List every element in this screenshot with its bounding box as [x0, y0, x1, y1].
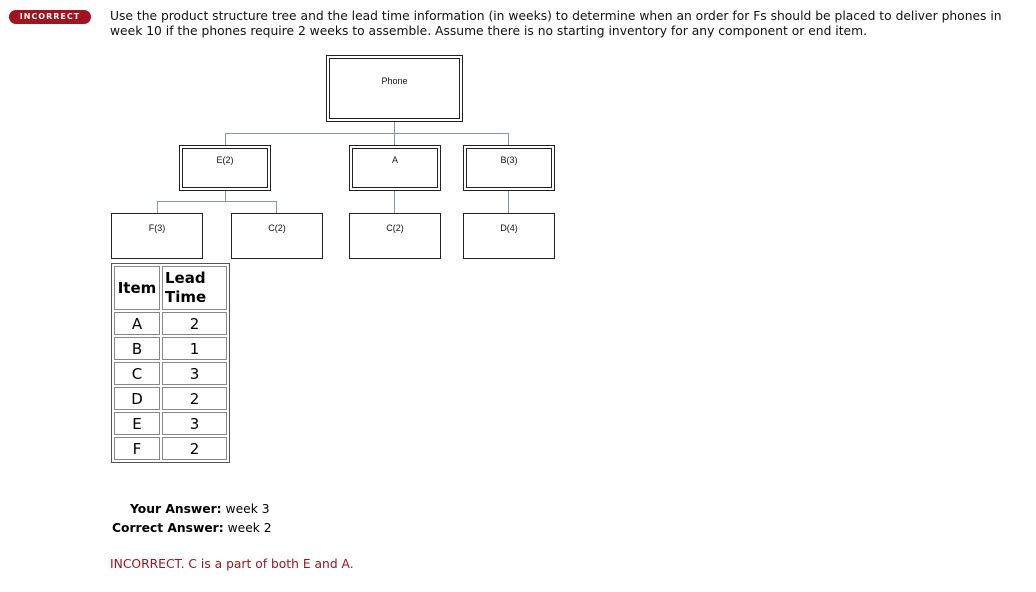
correct-answer [112, 519, 272, 538]
connector-root-down [394, 122, 395, 133]
cell-item: D [114, 387, 160, 410]
cell-item: C [114, 362, 160, 385]
connector-e-down [225, 190, 226, 201]
node-f-label: F(3) [148, 223, 166, 233]
connector-a-to-c [394, 190, 395, 213]
correct-answer-label: Correct Answer: [112, 521, 224, 535]
question-text: Use the product structure tree and the lead time information (in weeks) to determine when an order for Fs should be placed to deliver phones in week 10 if the phones require 2 weeks to assemble. Assume there is no starting inventory for any component or end item. [110, 9, 1002, 38]
cell-lead-time: 2 [162, 312, 227, 335]
node-b-label: B(3) [500, 155, 518, 165]
header-item: Item [114, 266, 160, 310]
node-f [111, 213, 203, 259]
node-c-under-e-label: C(2) [268, 223, 286, 233]
node-a-label: A [391, 155, 398, 165]
cell-lead-time: 3 [162, 412, 227, 435]
cell-item: E [114, 412, 160, 435]
cell-lead-time: 3 [162, 362, 227, 385]
connector-level1-bar [225, 133, 509, 134]
your-answer-value: week 3 [225, 502, 270, 516]
node-b [463, 145, 555, 191]
connector-to-c-under-e [276, 201, 277, 213]
table-row [114, 362, 227, 385]
node-phone [326, 55, 463, 122]
cell-lead-time: 2 [162, 387, 227, 410]
connector-to-f [157, 201, 158, 213]
table-row [114, 312, 227, 335]
your-answer [112, 500, 272, 519]
node-c-under-a [349, 213, 441, 259]
table-row [114, 412, 227, 435]
node-a [349, 145, 441, 191]
node-d-label: D(4) [500, 223, 518, 233]
connector-b-to-d [508, 190, 509, 213]
cell-item: A [114, 312, 160, 335]
cell-lead-time: 2 [162, 437, 227, 460]
header-lead-time: Lead Time [162, 266, 227, 310]
table-row [114, 437, 227, 460]
node-c-under-e [231, 213, 323, 259]
lead-time-table [111, 263, 230, 463]
connector-e-bar [157, 201, 277, 202]
table-row [114, 337, 227, 360]
cell-item: F [114, 437, 160, 460]
your-answer-label: Your Answer: [130, 502, 222, 516]
node-e-label: E(2) [216, 155, 234, 165]
cell-item: B [114, 337, 160, 360]
cell-lead-time: 1 [162, 337, 227, 360]
table-row [114, 387, 227, 410]
feedback-text: INCORRECT. C is a part of both E and A. [110, 557, 354, 571]
node-e [179, 145, 271, 191]
correct-answer-value: week 2 [227, 521, 272, 535]
status-badge: INCORRECT [9, 10, 91, 24]
node-d [463, 213, 555, 259]
node-c-under-a-label: C(2) [386, 223, 404, 233]
answers-block [112, 500, 272, 538]
node-phone-label: Phone [381, 76, 408, 86]
table-header-row [114, 266, 227, 310]
